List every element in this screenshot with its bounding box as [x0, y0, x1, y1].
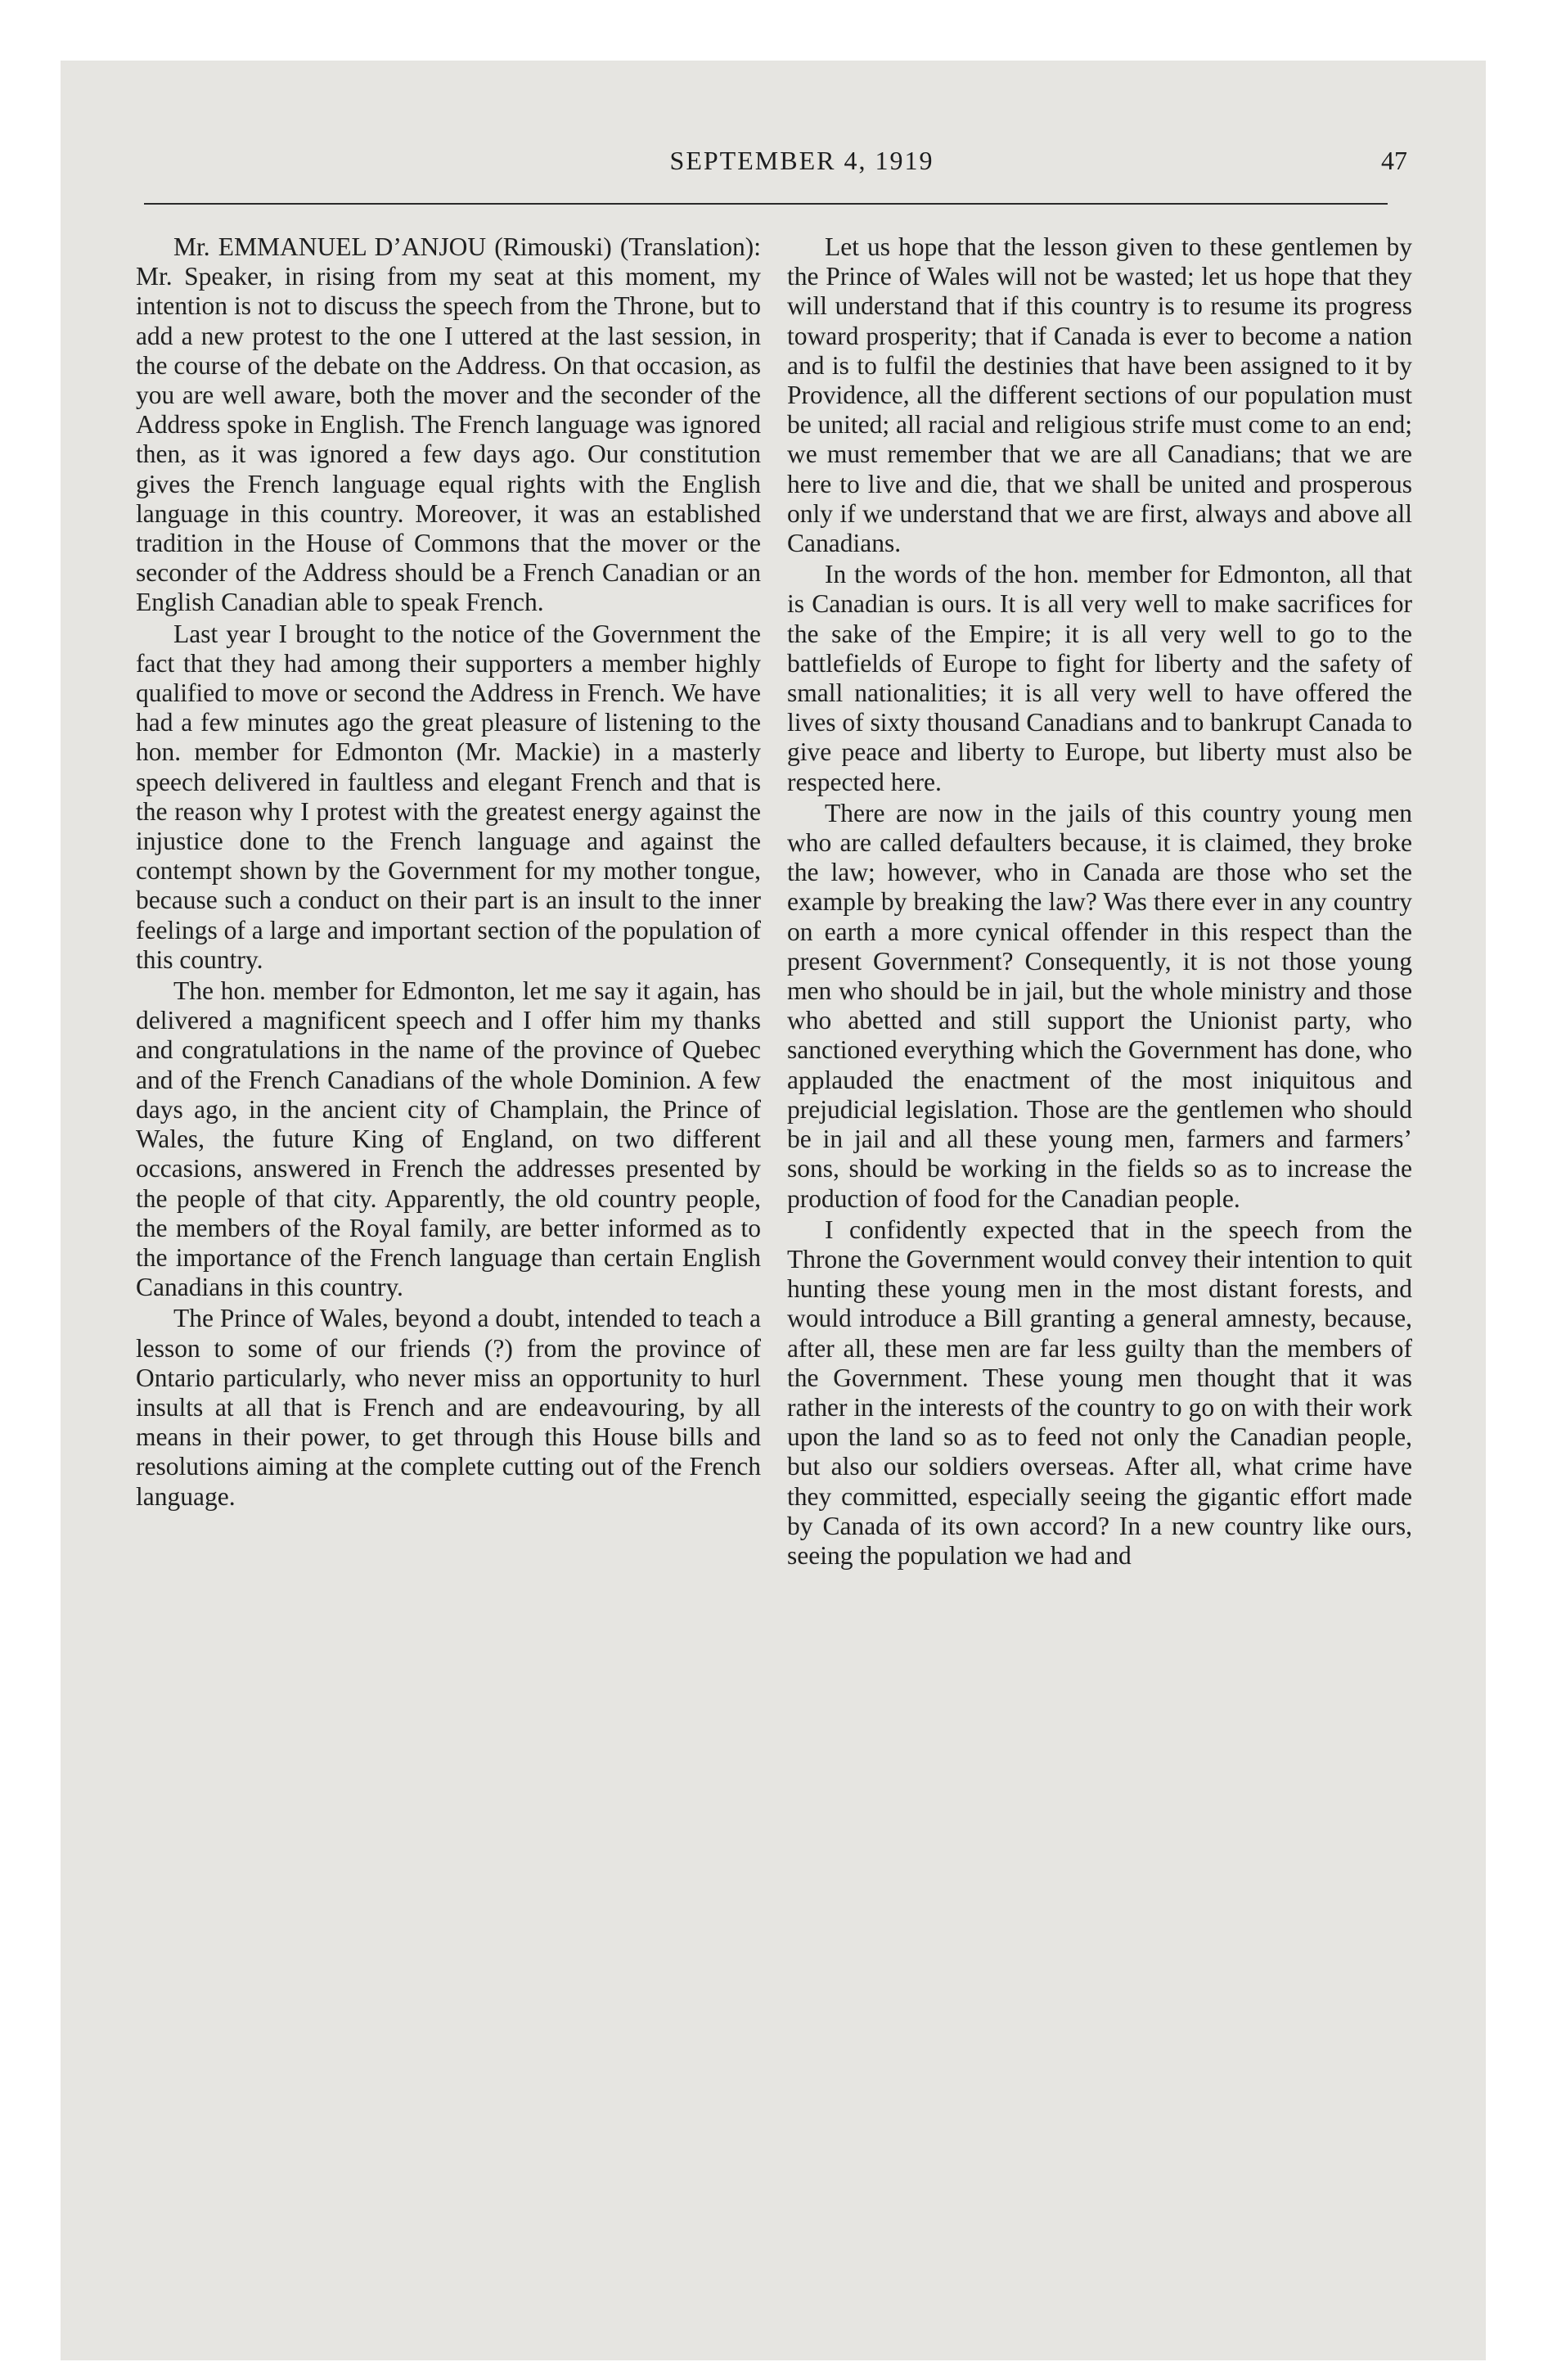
page-number: 47: [1381, 146, 1407, 175]
left-column: [136, 232, 761, 1512]
running-header: [196, 146, 1407, 182]
paragraph: The Prince of Wales, beyond a doubt, intended to teach a lesson to some of our friends (?) from the province of Ontario particularly, who never miss an opportunity to hurl insults at all that is French and are endeavouring, by all means in their power, to get through this House bills and resolutions aiming at the complete cutting out of the French language.: [136, 1304, 761, 1511]
paragraph: The hon. member for Edmonton, let me say it again, has delivered a magnificent speech and I offer him my thanks and congratulations in the name of the province of Quebec and of the French Canadians of the whole Dominion. A few days ago, in the ancient city of Champlain, the Prince of Wales, the future King of England, on two different occasions, answered in French the addresses presented by the people of that city. Apparently, the old country people, the members of the Royal family, are better informed as to the importance of the French language than certain English Canadians in this country.: [136, 976, 761, 1302]
paragraph: Let us hope that the lesson given to these gentlemen by the Prince of Wales will not be wasted; let us hope that they will understand that if this country is to resume its progress toward prosperity; that if Canada is ever to become a nation and is to fulfil the destinies that have been assigned to it by Providence, all the different sections of our population must be united; all racial and religious strife must come to an end; we must remember that we are all Canadians; that we are here to live and die, that we shall be united and prosperous only if we understand that we are first, always and above all Canadians.: [787, 232, 1412, 558]
paragraph: Mr. EMMANUEL D’ANJOU (Rimouski) (Translation): Mr. Speaker, in rising from my seat at this moment, my intention is not to discuss the speech from the Throne, but to add a new protest to the one I uttered at the last session, in the course of the debate on the Address. On that occasion, as you are well aware, both the mover and the seconder of the Address spoke in English. The French language was ignored then, as it was ignored a few days ago. Our constitution gives the French language equal rights with the English language in this country. Moreover, it was an established tradition in the House of Commons that the mover or the seconder of the Address should be a French Canadian or an English Canadian able to speak French.: [136, 232, 761, 617]
header-date: SEPTEMBER 4, 1919: [669, 146, 934, 175]
paragraph: Last year I brought to the notice of the Government the fact that they had among their supporters a member highly qualified to move or second the Address in French. We have had a few minutes ago the great pleasure of listening to the hon. member for Edmonton (Mr. Mackie) in a masterly speech delivered in faultless and elegant French and that is the reason why I protest with the greatest energy against the injustice done to the French language and against the contempt shown by the Government for my mother tongue, because such a conduct on their part is an insult to the inner feelings of a large and important section of the population of this country.: [136, 619, 761, 974]
header-rule: [144, 203, 1388, 205]
paragraph: I confidently expected that in the speech from the Throne the Government would convey their intention to quit hunting these young men in the most distant forests, and would introduce a Bill granting a general amnesty, because, after all, these men are far less guilty than the members of the Government. These young men thought that it was rather in the interests of the country to go on with their work upon the land so as to feed not only the Canadian people, but also our soldiers overseas. After all, what crime have they committed, especially seeing the gigantic effort made by Canada of its own accord? In a new country like ours, seeing the population we had and: [787, 1215, 1412, 1570]
paragraph: In the words of the hon. member for Edmonton, all that is Canadian is ours. It is all very well to make sacrifices for the sake of the Empire; it is all very well to go to the battlefields of Europe to fight for liberty and the safety of small nationalities; it is all very well to have offered the lives of sixty thousand Canadians and to bankrupt Canada to give peace and liberty to Europe, but liberty must also be respected here.: [787, 560, 1412, 796]
paragraph: There are now in the jails of this country young men who are called defaulters because, it is claimed, they broke the law; however, who in Canada are those who set the example by breaking the law? Was there ever in any country on earth a more cynical offender in this respect than the present Government? Consequently, it is not those young men who should be in jail, but the whole ministry and those who abetted and still support the Unionist party, who sanctioned everything which the Government has done, who applauded the enactment of the most iniquitous and prejudicial legislation. Those are the gentlemen who should be in jail and all these young men, farmers and farmers’ sons, should be working in the fields so as to increase the production of food for the Canadian people.: [787, 798, 1412, 1213]
right-column: [787, 232, 1412, 1571]
